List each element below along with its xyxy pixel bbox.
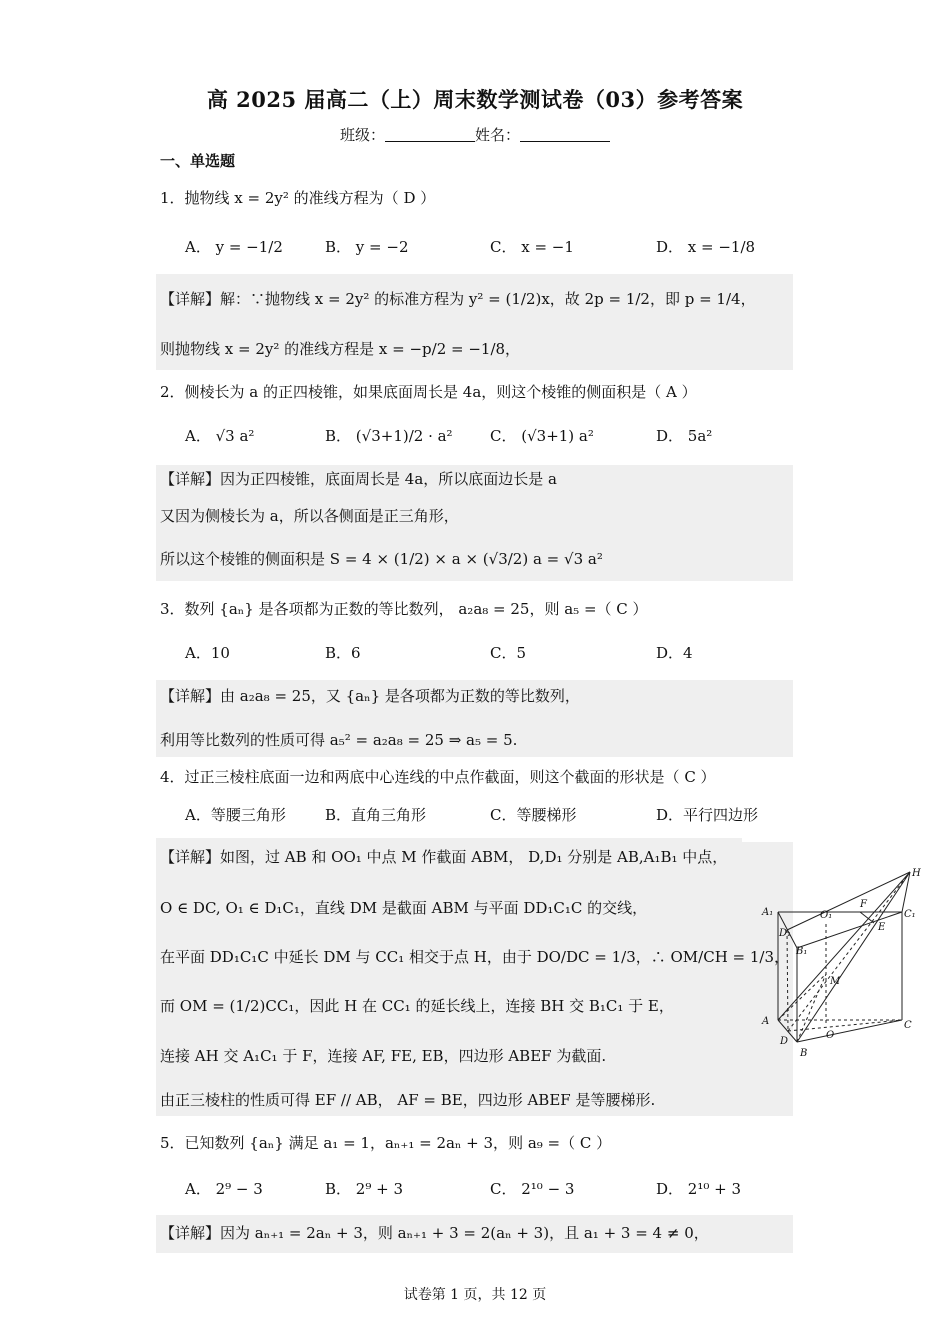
q1-option-b: B． y = −2 [325, 238, 409, 256]
q5-option-a: A． 2⁹ − 3 [185, 1180, 263, 1198]
q4-explain-line-4: 而 OM = (1/2)CC₁，因此 H 在 CC₁ 的延长线上，连接 BH 交 B₁C₁ 于 E， [160, 997, 674, 1015]
q2-explain-line-2: 又因为侧棱长为 a，所以各侧面是正三角形， [160, 507, 459, 525]
question-5-stem: 5．已知数列 {aₙ} 满足 a₁ = 1，aₙ₊₁ = 2aₙ + 3，则 a₉ =（ C ） [160, 1134, 612, 1152]
q1-explain-line-1: 【详解】解：∵抛物线 x = 2y² 的标准方程为 y² = (1/2)x，故 2p = 1/2，即 p = 1/4， [160, 290, 756, 308]
q4-option-c: C．等腰梯形 [490, 806, 577, 824]
q2-explain-line-1: 【详解】因为正四棱锥，底面周长是 4a，所以底面边长是 a [160, 470, 557, 488]
q1-option-a: A． y = −1/2 [185, 238, 283, 256]
prism-figure [742, 862, 932, 1062]
section-heading: 一、单选题 [160, 152, 236, 170]
question-1-stem: 1．抛物线 x = 2y² 的准线方程为（ D ） [160, 189, 436, 207]
label-d1: D₁ [779, 928, 792, 939]
student-info [0, 124, 950, 145]
name-blank[interactable] [520, 127, 610, 142]
label-c: C [904, 1020, 912, 1031]
question-4-stem: 4．过正三棱柱底面一边和两底中心连线的中点作截面，则这个截面的形状是（ C ） [160, 768, 716, 786]
q4-explain-line-6: 由正三棱柱的性质可得 EF // AB， AF = BE，四边形 ABEF 是等腰梯形. [160, 1091, 656, 1109]
q4-explanation-box [156, 838, 742, 1116]
q2-option-d: D． 5a² [656, 427, 713, 445]
q4-option-b: B．直角三角形 [325, 806, 427, 824]
q5-explain-line-1: 【详解】因为 aₙ₊₁ = 2aₙ + 3，则 aₙ₊₁ + 3 = 2(aₙ + 3)，且 a₁ + 3 = 4 ≠ 0， [160, 1224, 709, 1242]
q1-option-d: D． x = −1/8 [656, 238, 756, 256]
q3-explain-line-1: 【详解】由 a₂a₈ = 25，又 {aₙ} 是各项都为正数的等比数列， [160, 687, 580, 705]
q3-option-d: D．4 [656, 644, 693, 662]
label-e: E [878, 922, 886, 933]
q4-explain-line-1: 【详解】如图，过 AB 和 OO₁ 中点 M 作截面 ABM， D,D₁ 分别是 AB,A₁B₁ 中点， [160, 848, 728, 866]
question-2-stem: 2．侧棱长为 a 的正四棱锥，如果底面周长是 4a，则这个棱锥的侧面积是（ A ） [160, 383, 697, 401]
line-bm [797, 974, 826, 1042]
label-m: M [830, 976, 841, 987]
q4-option-d: D．平行四边形 [656, 806, 759, 824]
line-bh [797, 872, 910, 1042]
label-o: O [826, 1030, 835, 1041]
q3-explain-line-2: 利用等比数列的性质可得 a₅² = a₂a₈ = 25 ⇒ a₅ = 5. [160, 731, 518, 749]
q5-option-b: B． 2⁹ + 3 [325, 1180, 403, 1198]
class-blank[interactable] [385, 127, 475, 142]
page-title: 高 2025 届高二（上）周末数学测试卷（03）参考答案 [206, 87, 744, 112]
q2-explain-line-3: 所以这个棱锥的侧面积是 S = 4 × (1/2) × a × (√3/2) a = √3 a² [160, 550, 603, 568]
question-3-stem: 3．数列 {aₙ} 是各项都为正数的等比数列， a₂a₈ = 25，则 a₅ =（ C ） [160, 600, 648, 618]
label-f: F [860, 899, 867, 910]
label-d: D [780, 1036, 789, 1047]
line-am [778, 974, 826, 1020]
edge-bc [797, 1020, 902, 1042]
q3-option-b: B．6 [325, 644, 361, 662]
label-a: A [762, 1016, 770, 1027]
line-d1h [787, 872, 910, 930]
q4-option-a: A．等腰三角形 [185, 806, 286, 824]
label-a1: A₁ [762, 907, 774, 918]
class-label: 班级： [339, 126, 385, 144]
label-h: H [912, 868, 921, 879]
label-b: B [800, 1048, 808, 1059]
q3-option-c: C．5 [490, 644, 527, 662]
q5-option-d: D． 2¹⁰ + 3 [656, 1180, 742, 1198]
q5-option-c: C． 2¹⁰ − 3 [490, 1180, 575, 1198]
q2-option-b: B． (√3+1)/2 · a² [325, 427, 453, 445]
q4-explain-line-3: 在平面 DD₁C₁C 中延长 DM 与 CC₁ 相交于点 H，由于 DO/DC = 1/3，∴ OM/CH = 1/3， [160, 948, 790, 966]
name-label: 姓名： [475, 126, 521, 144]
q3-option-a: A．10 [185, 644, 230, 662]
q2-option-c: C． (√3+1) a² [490, 427, 594, 445]
line-dd1 [787, 930, 788, 1031]
q1-explain-line-2: 则抛物线 x = 2y² 的准线方程是 x = −p/2 = −1/8， [160, 340, 521, 358]
page-footer: 试卷第 1 页，共 12 页 [403, 1287, 547, 1303]
label-b1: B₁ [796, 946, 808, 957]
q1-option-c: C． x = −1 [490, 238, 574, 256]
label-c1: C₁ [904, 909, 916, 920]
q4-explain-line-2: O ∈ DC, O₁ ∈ D₁C₁，直线 DM 是截面 ABM 与平面 DD₁C₁C 的交线， [160, 899, 648, 917]
q4-explain-line-5: 连接 AH 交 A₁C₁ 于 F，连接 AF, FE, EB，四边形 ABEF 为截面. [160, 1047, 607, 1065]
label-o1: O₁ [820, 910, 833, 921]
q2-option-a: A． √3 a² [185, 427, 255, 445]
